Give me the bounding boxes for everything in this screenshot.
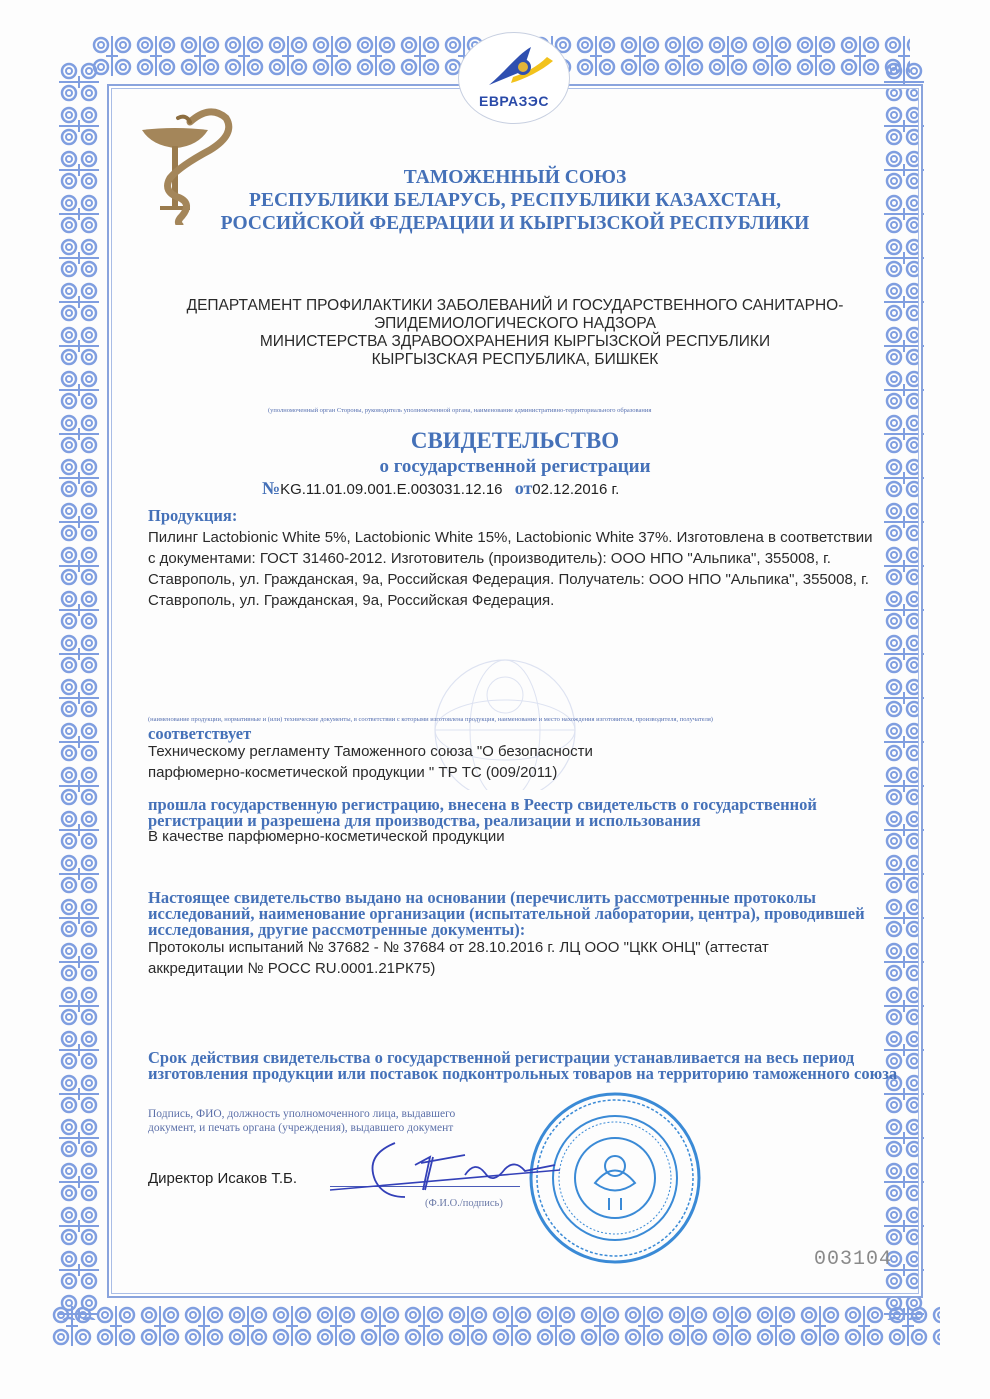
authority-line-1: ДЕПАРТАМЕНТ ПРОФИЛАКТИКИ ЗАБОЛЕВАНИЙ И ГОСУДАРСТВЕННОГО САНИТАРНО-	[186, 297, 844, 314]
serial-number: 003104	[814, 1248, 893, 1271]
basis-text: Протоколы испытаний № 37682 - № 37684 от 28.10.2016 г. ЛЦ ООО "ЦКК ОНЦ" (аттестат аккредитации № РОСС RU.0001.21РК75)	[148, 939, 769, 977]
certificate-title: СВИДЕТЕЛЬСТВО	[410, 428, 620, 453]
registration-text: В качестве парфюмерно-косметической продукции	[148, 828, 505, 845]
number-label: №	[262, 478, 281, 498]
basis-label: Настоящее свидетельство выдано на основании (перечислить рассмотренные протоколы исследований, наименование организации (испытательной лаборатории, центра), проводившей исследования, другие рассмотренные документы):	[148, 888, 865, 939]
signature-note: Подпись, ФИО, должность уполномоченного лица, выдавшего документ, и печать органа (учреждения), выдавшего документ	[148, 1108, 456, 1134]
signer-name: Директор Исаков Т.Б.	[148, 1170, 298, 1187]
product-label: Продукция:	[148, 506, 238, 525]
authority-line-3: МИНИСТЕРСТВА ЗДРАВООХРАНЕНИЯ КЫРГЫЗСКОЙ РЕСПУБЛИКИ	[259, 333, 771, 350]
authority-line-2: ЭПИДЕМИОЛОГИЧЕСКОГО НАДЗОРА	[373, 315, 657, 332]
conformity-label: соответствует	[148, 724, 252, 743]
registration-label: прошла государственную регистрацию, внесена в Реестр свидетельств о государственной регистрации и разрешена для производства, реализации и использования	[148, 795, 817, 830]
certificate-number: KG.11.01.09.001.Е.003031.12.16	[280, 481, 503, 498]
ornamental-border-left	[55, 60, 103, 1320]
certificate-number-line	[262, 478, 619, 499]
eurasec-emblem-icon	[459, 33, 569, 93]
header-line-1: ТАМОЖЕННЫЙ СОЮЗ	[403, 167, 627, 188]
product-text: Пилинг Lactobionic White 5%, Lactobionic White 15%, Lactobionic White 37%. Изготовлена в соответствии с документами: ГОСТ 31460-2012. Изготовитель (производитель): ООО НПО "Альпика", 355008, г. Ставрополь, ул. Гражданская, 9а, Российская Федерация. Получатель: ООО НПО "Альпика", 355008, г. Ставрополь, ул. Гражданская, 9а, Российская Федерация.	[148, 529, 873, 609]
eurasec-logo	[458, 32, 570, 124]
fio-caption: (Ф.И.О./подпись)	[425, 1198, 503, 1209]
product-caption: (наименование продукции, нормативные и (или) технические документы, в соответствии с которыми изготовлена продукция, наименование и место нахождения изготовителя, производителя, получателя)	[148, 716, 713, 723]
date-label: от	[514, 478, 533, 498]
conformity-text: Техническому регламенту Таможенного союза "О безопасности парфюмерно-косметической продукции " ТР ТС (009/2011)	[148, 743, 593, 781]
signature-scribble-icon	[325, 1135, 565, 1210]
certificate-date: 02.12.2016 г.	[532, 481, 620, 498]
ornamental-border-bottom	[50, 1300, 940, 1350]
authority-caption: (уполномоченный орган Стороны, руководитель уполномоченной органа, наименование административно-территориального образования	[268, 407, 652, 414]
header-line-3: РОССИЙСКОЙ ФЕДЕРАЦИИ И КЫРГЫЗСКОЙ РЕСПУБЛИКИ	[220, 213, 810, 234]
validity-text: Срок действия свидетельства о государственной регистрации устанавливается на весь период изготовления продукции или поставок подконтрольных товаров на территорию таможенного союза	[148, 1048, 898, 1083]
header-line-2: РЕСПУБЛИКИ БЕЛАРУСЬ, РЕСПУБЛИКИ КАЗАХСТАН,	[249, 190, 781, 211]
authority-line-4: КЫРГЫЗСКАЯ РЕСПУБЛИКА, БИШКЕК	[371, 351, 659, 368]
logo-text: ЕВРАЗЭС	[478, 93, 549, 109]
certificate-subtitle: о государственной регистрации	[379, 456, 651, 477]
